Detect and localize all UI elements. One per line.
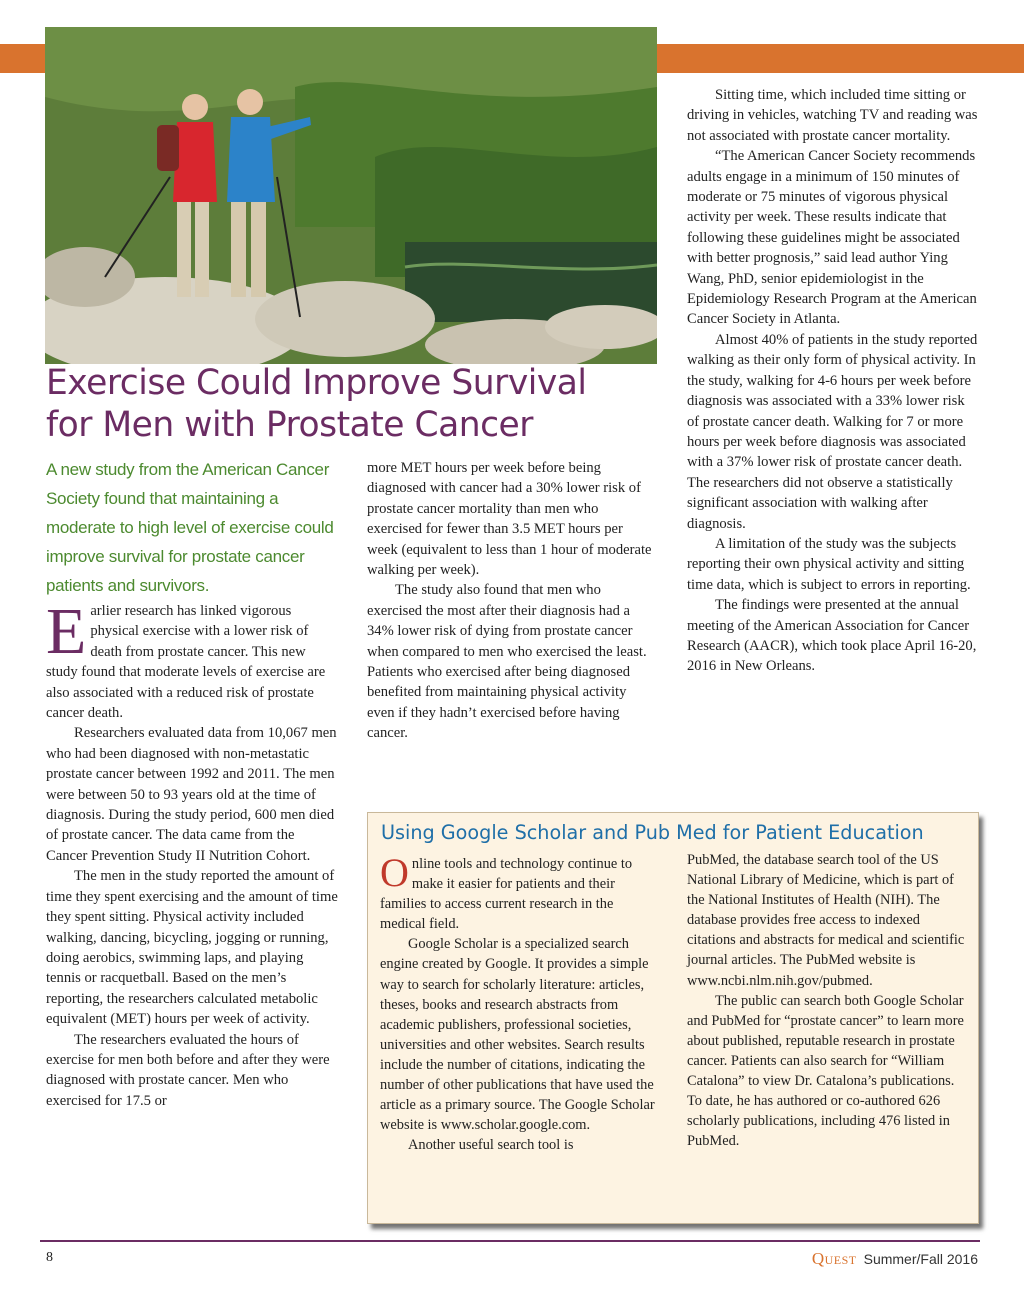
article-paragraph: Sitting time, which included time sitting or driving in vehicles, watching TV and reading was not associated with prostate cancer mortality. [687,87,978,144]
sidebar-paragraph: Another useful search tool is [408,1137,574,1154]
article-title-line-1: Exercise Could Improve Survival [46,363,587,403]
article-paragraph: Almost 40% of patients in the study reported walking as their only form of physical activity. In the study, walking for 4-6 hours per week before diagnosis was associated with a 33% lower risk of prostate cancer death. Walking for 7 or more hours per week before diagnosis was associated with a 37% lower risk of prostate cancer death. The researchers did not observe a statistically significant association with walking after diagnosis. [687,331,978,532]
article-column-1 [46,595,338,1111]
article-title [46,362,626,446]
article-paragraph [46,595,338,723]
article-paragraph: “The American Cancer Society recommends adults engage in a minimum of 150 minutes of moderate or 75 minutes of vigorous physical activity per week. These results indicate that following these guidelines might be associated with better prognosis,” said lead author Ying Wang, PhD, senior epidemiologist in the Epidemiology Research Program at the American Cancer Society in Atlanta. [687,148,977,328]
drop-cap: E [46,595,87,668]
article-paragraph: The men in the study reported the amount of time they spent exercising and the amount of time they spent sitting. Physical activity included walking, dancing, bicycling, jogging or running, doing aerobics, swimming laps, and playing tennis or racquetball. Based on the men’s reporting, the researchers calculated metabolic equivalent (MET) hours per week of activity. [46,868,338,1028]
article-paragraph: Researchers evaluated data from 10,067 men who had been diagnosed with non-metastatic prostate cancer between 1992 and 2011. The men were between 50 to 93 years old at the time of diagnosis. During the study period, 600 men died of prostate cancer. The data came from the Cancer Prevention Study II Nutrition Cohort. [46,725,337,864]
article-column-3 [687,85,979,677]
sidebar-drop-cap: O [380,850,409,895]
footer-masthead [812,1249,978,1269]
footer-rule [40,1240,980,1242]
article-paragraph-text: arlier research has linked vigorous physical exercise with a lower risk of death from prostate cancer. This new study found that moderate levels of exercise are also associated with a reduced risk of prostate cancer death. [46,603,326,722]
article-lede: A new study from the American Cancer Society found that maintaining a moderate to high level of exercise could improve survival for prostate cancer patients and survivors. [46,460,334,595]
article-paragraph: The findings were presented at the annual meeting of the American Association for Cancer Research (AACR), which took place April 16-20, 2016 in New Orleans. [687,597,977,675]
sidebar-title: Using Google Scholar and Pub Med for Patient Education [381,821,924,844]
sidebar-paragraph [380,850,656,934]
sidebar-column-2 [687,850,969,1151]
article-paragraph: The study also found that men who exercised the most after their diagnosis had a 34% lower risk of dying from prostate cancer when compared to men who exercised the least. Patients who exercised after being diagnosed benefited from maintaining physical activity even if they hadn’t exercised before having cancer. [367,582,647,742]
hikers-photo [45,27,657,364]
hikers-photo-illustration [45,27,657,364]
sidebar-paragraph: The public can search both Google Scholar and PubMed for “prostate cancer” to learn more about published, reputable research in prostate cancer. Patients can also search for “William Catalona” to view Dr. Catalona’s publications. To date, he has authored or co-authored 626 scholarly publications, including 476 listed in PubMed. [687,992,964,1150]
issue-date: Summer/Fall 2016 [863,1251,978,1267]
sidebar-paragraph: Google Scholar is a specialized search engine created by Google. It provides a simple way to search for scholarly literature: articles, theses, books and research abstracts from academic publishers, professional societies, universities and other websites. Search results include the number of citations, indicating the number of other publications that have used the article as a primary source. The Google Scholar website is www.scholar.google.com. [380,936,655,1134]
article-column-2 [367,458,657,744]
sidebar-box [367,812,979,1224]
article-paragraph: The researchers evaluated the hours of exercise for men both before and after they were diagnosed with prostate cancer. Men who exercised for 17.5 or [46,1031,330,1109]
article-title-line-2: for Men with Prostate Cancer [46,405,533,445]
sidebar-paragraph-text: nline tools and technology continue to make it easier for patients and their families to access current research in the medical field. [380,856,633,933]
sidebar-column-1 [380,850,656,1155]
sidebar-paragraph: PubMed, the database search tool of the US National Library of Medicine, which is part of the National Institutes of Health (NIH). The database provides free access to indexed citations and abstracts for medical and scientific journal articles. The PubMed website is www.ncbi.nlm.nih.gov/pubmed. [687,852,965,989]
magazine-name: Quest [811,1249,857,1268]
article-paragraph: more MET hours per week before being diagnosed with cancer had a 30% lower risk of prostate cancer mortality than men who exercised for fewer than 3.5 MET hours per week (equivalent to less than 1 hour of moderate walking per week). [367,460,652,579]
article-paragraph: A limitation of the study was the subjects reporting their own physical activity and sitting time data, which is subject to errors in reporting. [687,535,971,593]
page-number: 8 [46,1250,53,1265]
